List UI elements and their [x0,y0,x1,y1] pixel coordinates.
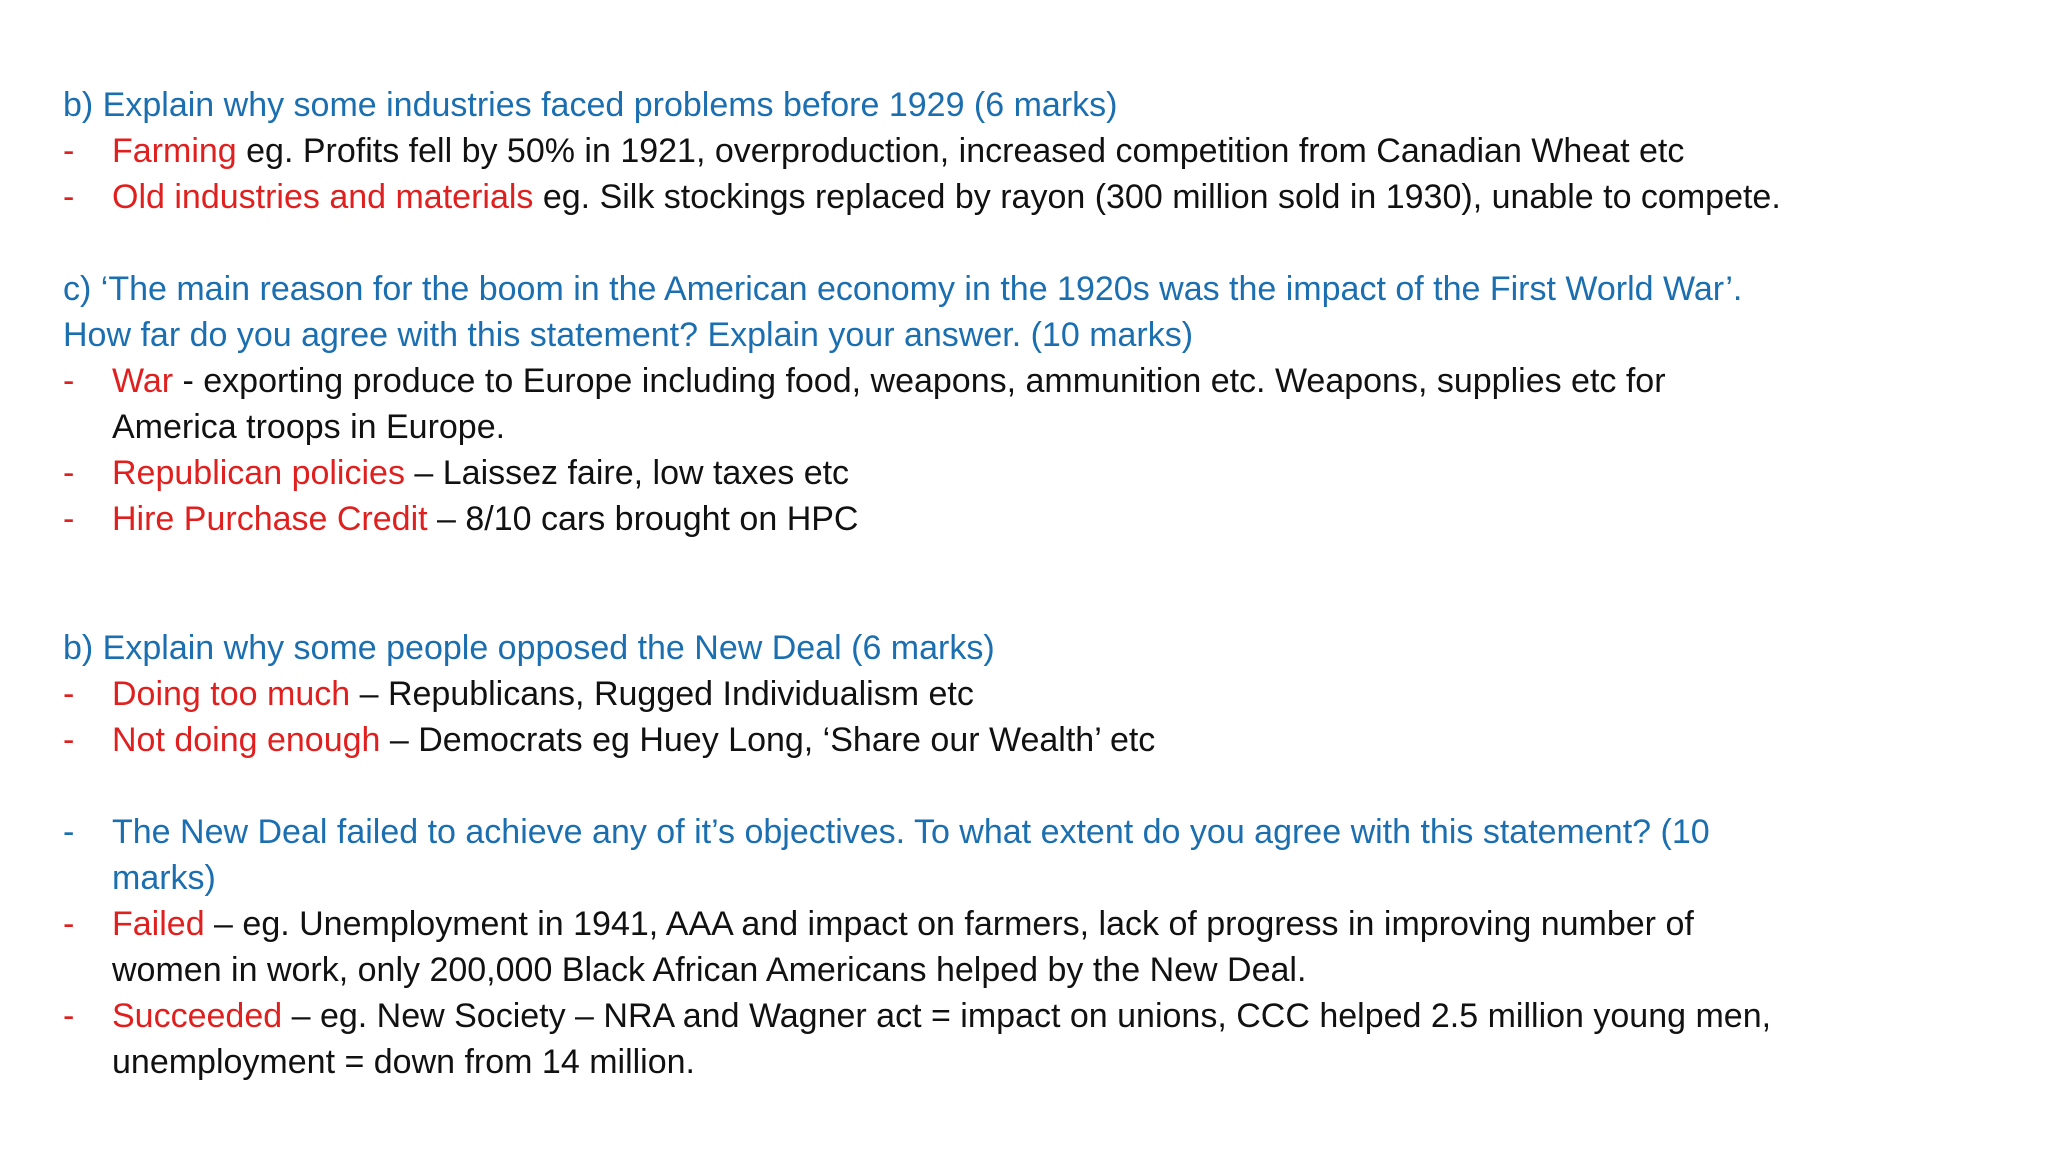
bullet-dash: - [63,813,75,851]
item-key: Republican policies [112,454,405,492]
list-item [63,496,1963,542]
section-new-deal-objectives [63,809,1963,1085]
question-heading-line: How far do you agree with this statement? Explain your answer. (10 marks) [63,316,1194,354]
bullet-dash: - [63,362,75,400]
list-item [63,717,1963,763]
item-text: eg. Profits fell by 50% in 1921, overproduction, increased competition from Canadian Wheat etc [236,132,1685,170]
bullet-dash: - [63,997,75,1035]
bullet-dash: - [63,905,75,943]
item-text: – Republicans, Rugged Individualism etc [350,675,974,713]
item-key: War [112,362,174,400]
item-text: – Democrats eg Huey Long, ‘Share our Wealth’ etc [380,721,1156,759]
list-item [63,174,1963,220]
question-heading-line [63,809,1963,855]
list-item-continuation [63,947,1963,993]
section-new-deal-opposition [63,625,1963,763]
bullet-dash: - [63,721,75,759]
list-item [63,128,1963,174]
bullet-dash: - [63,500,75,538]
question-heading-continuation [63,855,1963,901]
list-item [63,993,1963,1039]
question-text-continued: marks) [112,859,216,897]
question-heading: b) Explain why some people opposed the New Deal (6 marks) [63,629,995,667]
bullet-dash: - [63,675,75,713]
section-industries-problems [63,82,1963,220]
item-text: – Laissez faire, low taxes etc [404,454,850,492]
item-text: eg. Silk stockings replaced by rayon (300 million sold in 1930), unable to compete. [533,178,1781,216]
item-text: – eg. New Society – NRA and Wagner act = impact on unions, CCC helped 2.5 million young men, [282,997,1772,1035]
section-boom-reasons [63,266,1963,542]
list-item [63,358,1963,404]
list-item-continuation [63,1039,1963,1085]
question-text: The New Deal failed to achieve any of it’s objectives. To what extent do you agree with this statement? (10 [112,813,1710,851]
question-heading-line: c) ‘The main reason for the boom in the American economy in the 1920s was the impact of the First World War’. [63,270,1743,308]
item-text-continued: women in work, only 200,000 Black African Americans helped by the New Deal. [112,951,1307,989]
item-key: Old industries and materials [112,178,534,216]
bullet-dash: - [63,454,75,492]
item-text: – 8/10 cars brought on HPC [427,500,859,538]
item-text: – eg. Unemployment in 1941, AAA and impact on farmers, lack of progress in improving number of [204,905,1694,943]
bullet-dash: - [63,178,75,216]
item-key: Farming [112,132,237,170]
item-text-continued: unemployment = down from 14 million. [112,1043,695,1081]
item-key: Hire Purchase Credit [112,500,428,538]
list-item [63,901,1963,947]
item-text-continued: America troops in Europe. [112,408,506,446]
item-key: Succeeded [112,997,283,1035]
item-key: Not doing enough [112,721,381,759]
list-item [63,671,1963,717]
list-item-continuation [63,404,1963,450]
bullet-dash: - [63,132,75,170]
item-key: Doing too much [112,675,351,713]
question-heading: b) Explain why some industries faced problems before 1929 (6 marks) [63,86,1118,124]
item-text: - exporting produce to Europe including food, weapons, ammunition etc. Weapons, supplies etc for [173,362,1666,400]
list-item [63,450,1963,496]
item-key: Failed [112,905,205,943]
